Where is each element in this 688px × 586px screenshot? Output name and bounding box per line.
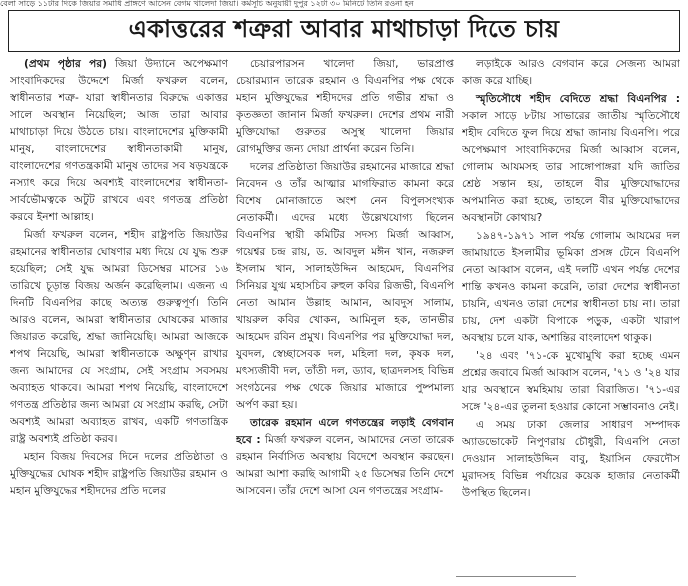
subheading: (প্রথম পৃষ্ঠার পর) <box>24 58 108 70</box>
paragraph-text: সকাল সাড়ে ৮টায় সাভারের জাতীয় স্মৃতিসৌধে শহীদ বেদিতে ফুল দিয়ে শ্রদ্ধা জানায় বিএনপি। পরে অপেক্ষমাণ সাংবাদিকদের মির্জা আব্বাস বলেন, গোলাম আযমসহ তার সাঙ্গোপাঙ্গরা যদি জাতির শ্রেষ্ঠ সন্তান হয়, তাহলে বীর মুক্তিযোদ্ধাদের অপমানিত করা হচ্ছে, তাহলে বীর মুক্তিযোদ্ধাদের অবস্থানটা কোথায়? <box>462 110 680 224</box>
column-1 <box>10 56 228 585</box>
paragraph-text: ১৯৪৭-১৯৭১ সাল পর্যন্ত গোলাম আযমের দল জামায়াতে ইসলামীর ভূমিকা প্রসঙ্গ টেনে বিএনপি নেতা আব্বাস বলেন, এই দলটি এখন পর্যন্ত দেশের শান্তি কখনও কামনা করেনি, তারা দেশের স্বাধীনতা চায়নি, এখনও তারা দেশের স্বাধীনতা চায় না। তারা চায়, দেশ একটা বিপাকে পড়ুক, একটা খারাপ অবস্থায় চলে যাক, অশান্তির বাংলাদেশ থাকুক। <box>462 230 680 344</box>
article-paragraph <box>236 159 454 414</box>
article-headline: একাত্তরের শত্রুরা আবার মাথাচাড়া দিতে চায় <box>8 10 680 52</box>
paragraph-text: '২৪ এবং '৭১-কে মুখোমুখি করা হচ্ছে এমন প্রশ্নের জবাবে মির্জা আব্বাস বলেন, '৭১ ও '২৪ যার যার অবস্থানে স্বমহিমায় তারা বিরাজিত। '৭১-এর সঙ্গে '২৪-এর তুলনা হওয়ার কোনো সম্ভাবনাও নেই। <box>462 350 680 413</box>
article-paragraph <box>462 91 680 227</box>
article-paragraph <box>236 415 454 500</box>
article-paragraph <box>462 417 680 502</box>
article-paragraph <box>236 56 454 158</box>
article-paragraph <box>10 227 228 448</box>
column-2 <box>236 56 454 585</box>
paragraph-text: দলের প্রতিষ্ঠাতা জিয়াউর রহমানের মাজারে শ্রদ্ধা নিবেদন ও তাঁর আত্মার মাগফিরাত কামনা করে বিশেষ মোনাজাতে অংশ নেন বিপুলসংখ্যক নেতাকর্মী। এদের মধ্যে উল্লেখযোগ্য ছিলেন বিএনপির স্থায়ী কমিটির সদস্য মির্জা আব্বাস, গয়েশ্বর চন্দ্র রায়, ড. আবদুল মঈন খান, নজরুল ইসলাম খান, সালাহউদ্দিন আহমেদ, বিএনপির সিনিয়র যুগ্ম মহাসচিব রুহুল কবির রিজভী, বিএনপি নেতা আমান উল্লাহ আমান, আবদুস সালাম, খায়রুল কবির খোকন, আমিনুল হক, তানভীর আহমেদ রবিন প্রমুখ। বিএনপির পর মুক্তিযোদ্ধা দল, যুবদল, স্বেচ্ছাসেবক দল, মহিলা দল, কৃষক দল, মৎস্যজীবী দল, তাঁতী দল, ড্যাব, ছাত্রদলসহ বিভিন্ন সংগঠনের পক্ষ থেকে জিয়ার মাজারে পুষ্পমাল্য অর্পণ করা হয়। <box>236 161 454 411</box>
column-3 <box>462 56 680 585</box>
paragraph-text: চেয়ারপারসন খালেদা জিয়া, ভারপ্রাপ্ত চেয়ারম্যান তারেক রহমান ও বিএনপির পক্ষ থেকে মহান মুক্তিযুদ্ধের শহীদদের প্রতি গভীর শ্রদ্ধা ও কৃতজ্ঞতা জানান মির্জা ফখরুল। দেশের প্রথম নারী মুক্তিযোদ্ধা গুরুতর অসুস্থ খালেদা জিয়ার রোগমুক্তির জন্য দোয়া প্রার্থনা করেন তিনি। <box>236 58 454 155</box>
article-paragraph <box>462 56 680 90</box>
article-paragraph <box>10 56 228 226</box>
article-body <box>10 56 680 585</box>
article-paragraph <box>462 228 680 347</box>
article-paragraph <box>10 449 228 500</box>
previous-article-strip: বেলা সাড়ে ১১টার দিকে জিয়ার সমাধি প্রাঙ্গণে আসেন বেগম খালেদা জিয়া। কর্মসূচি অনুযায়ী দুপুর ১২টা ৩০ মিনিটে তিনি রওনা হন <box>0 0 414 8</box>
subheading: স্মৃতিসৌধে শহীদ বেদিতে শ্রদ্ধা বিএনপির : <box>476 93 680 105</box>
paragraph-text: এ সময় ঢাকা জেলার সাধারণ সম্পাদক অ্যাডভোকেট নিপুণরায় চৌধুরী, বিএনপি নেতা দেওয়ান সালাহউদ্দিন বাবু, ইয়াসিন ফেরদৌস মুরাদসহ বিভিন্ন পর্যায়ের কয়েক হাজার নেতাকর্মী উপস্থিত ছিলেন। <box>462 419 680 499</box>
paragraph-text: মির্জা ফখরুল বলেন, শহীদ রাষ্ট্রপতি জিয়াউর রহমানের স্বাধীনতার ঘোষণার মধ্য দিয়ে যে যুদ্ধ শুরু হয়েছিল; সেই যুদ্ধ আমরা ডিসেম্বর মাসের ১৬ তারিখে চূড়ান্ত বিজয় অর্জন করেছিলাম। এজন্য এ দিনটি বিএনপির কাছে অত্যন্ত গুরুত্বপূর্ণ। তিনি আরও বলেন, আমরা স্বাধীনতার ঘোষকের মাজার জিয়ারত করেছি, শ্রদ্ধা জানিয়েছি। আমরা আজকে শপথ নিয়েছি, আমরা স্বাধীনতাকে অক্ষুণ্ন রাখার জন্য আমাদের যে সংগ্রাম, সেই সংগ্রাম সবসময় অব্যাহত থাকবে। আমরা শপথ নিয়েছি, বাংলাদেশে গণতন্ত্র প্রতিষ্ঠার জন্য আমরা যে সংগ্রাম করছি, সেটা অবশ্যই আমরা অব্যাহত রাখব, একটি গণতান্ত্রিক রাষ্ট্র অবশ্যই প্রতিষ্ঠা করব। <box>10 229 228 445</box>
paragraph-text: মির্জা ফখরুল বলেন, আমাদের নেতা তারেক রহমান নির্বাসিত অবস্থায় বিদেশে অবস্থান করছেন। আমরা আশা করছি আগামী ২৫ ডিসেম্বর তিনি দেশে আসবেন। তাঁর দেশে আসা যেন গণতন্ত্রের সংগ্রাম- <box>236 434 454 497</box>
paragraph-text: লড়াইকে আরও বেগবান করে সেজন্য আমরা কাজ করে যাচ্ছি। <box>462 58 680 87</box>
article-paragraph <box>462 348 680 416</box>
paragraph-text: জিয়া উদ্যানে অপেক্ষমাণ সাংবাদিকদের উদ্দেশে মির্জা ফখরুল বলেন, স্বাধীনতার শত্রু- যারা স্বাধীনতার বিরুদ্ধে একাত্তর সালে অবস্থান নিয়েছিল; আজ তারা আবার মাথাচাড়া দিয়ে উঠতে চায়। বাংলাদেশের মুক্তিকামী মানুষ, বাংলাদেশের স্বাধীনতাকামী মানুষ, বাংলাদেশের গণতন্ত্রকামী মানুষ তাদের সব ষড়যন্ত্রকে নস্যাৎ করে দিয়ে অবশ্যই বাংলাদেশের স্বাধীনতা-সার্বভৌমত্বকে অটুট রাখবে এবং গণতন্ত্র প্রতিষ্ঠা করবে ইনশা আল্লাহ। <box>10 58 228 223</box>
subheading: তারেক রহমান এলে গণতন্ত্রের লড়াই বেগবান হবে : <box>236 417 454 446</box>
paragraph-text: মহান বিজয় দিবসের দিনে দলের প্রতিষ্ঠাতা ও মুক্তিযুদ্ধের ঘোষক শহীদ রাষ্ট্রপতি জিয়াউর রহমান ও মহান মুক্তিযুদ্ধের শহীদদের প্রতি দলের <box>10 451 228 497</box>
